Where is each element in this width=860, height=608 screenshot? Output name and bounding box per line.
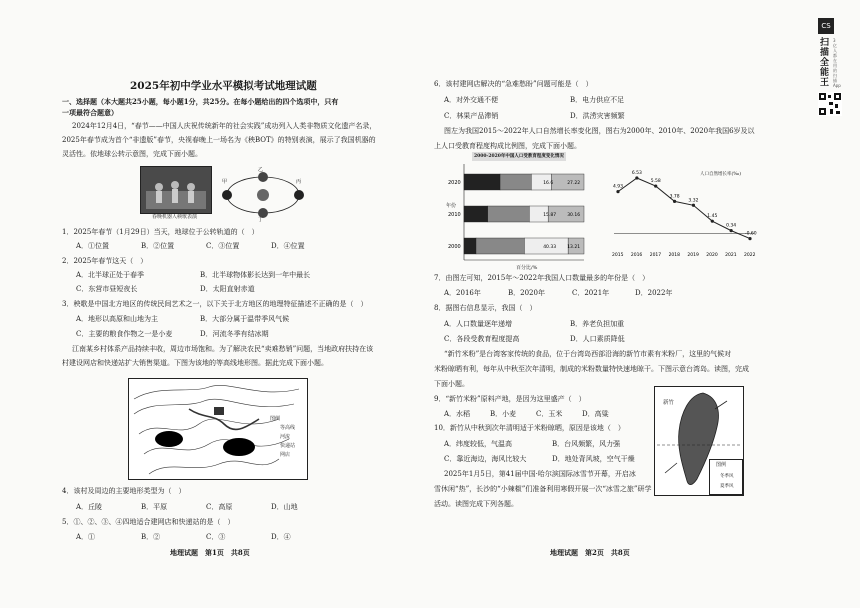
x-tick-label: 2018 [668,253,681,258]
intro-text: 2025年春节成为首个“非遗版”春节，央视春晚上一场名为《秧BOT》的特别表演，展示了我国机器的 [62,136,376,144]
option: D．太阳直射赤道 [200,285,255,293]
question-8: 8．据图右信息显示，我国（ ） [434,304,537,312]
bar-segment [464,206,488,222]
data-label: 15.87 [543,213,557,218]
option: D．2022年 [635,289,673,297]
data-label: 3.78 [669,194,680,200]
intro-text: 活动。读图完成下列各题。 [434,500,518,508]
option: C．玉米 [536,410,563,418]
x-tick-label: 2016 [630,253,643,258]
option: A．①位置 [76,242,110,250]
data-label: 1.45 [707,214,718,220]
option: A．2016年 [444,289,481,297]
data-label: 6.53 [631,170,642,176]
question-9: 9．“新竹米粉”原料产地，是因为这里盛产（ ） [434,395,586,403]
bar-segment [464,238,476,254]
legend-item: 河流 [280,434,291,440]
x-tick-label: 2022 [744,253,756,258]
year-tick-label: 2000 [448,244,461,250]
data-label: 40.33 [543,245,557,250]
option: C．主要的粮食作物之一是小麦 [76,330,173,338]
exam-page-2 [430,0,860,608]
section-heading: 一、选择题（本大题共25小题，每小题1分，共25分。在每小题给出的四个选项中，只有 [62,97,339,106]
legend-item: 等高线 [280,425,296,431]
option: A．人口数量逐年递增 [444,320,513,328]
data-label: 3.32 [688,198,699,204]
data-point [692,204,695,207]
option: B．小麦 [490,410,517,418]
qr-code [818,92,842,116]
option: A．对外交通不便 [444,96,499,104]
year-tick-label: 2010 [448,212,461,218]
taiwan-map [654,386,744,496]
option: B．2020年 [508,289,545,297]
intro-text: 图左为我国2015～2022年人口自然增长率变化图，图右为2000年、2010年、2020年我国6岁及以 [444,127,755,135]
legend-item: 夏季风 [720,484,734,489]
chart-title: 2000-2020年中国人口受教育程度变化情况 [474,154,564,159]
question-7: 7．由图左可知，2015年～2022年我国人口数量最多的年份是（ ） [434,274,650,282]
option: A．① [76,533,96,541]
option: A．丘陵 [76,503,103,511]
option: B．② [141,533,161,541]
robot-photo [140,166,212,214]
bar-chart-svg [446,160,596,272]
data-point [730,229,733,232]
intro-text: 江南某乡村体系产品持续丰收，周边市场饱和。为了解决农民“卖难愁销”问题，当地政府扶持在该 [72,345,374,353]
intro-text: 2024年12月4日，“春节——中国人庆祝传统新年的社会实践”成功列入人类非物质文化遗产名录， [72,122,377,130]
app-tagline: 3亿人都在用的扫描App [833,38,841,88]
option: C．靠近海边，海风比较大 [444,455,527,463]
bar-segment [488,206,530,222]
exam-title: 2025年初中学业水平模拟考试地理试题 [130,80,317,92]
data-point [654,184,657,187]
option: B．养老负担加重 [570,320,625,328]
page-footer: 地理试题 第2页 共8页 [550,548,630,557]
option: C．③ [206,533,226,541]
option: D．④ [271,533,291,541]
option: B．大部分属于温带季风气候 [200,315,290,323]
x-tick-label: 2017 [649,253,662,258]
intro-text: 灵活性。依地球公转示意图，完成下面小题。 [62,150,202,158]
intro-text: 雪休闲“热”，长沙的“小辣椒”们准备利用寒假开展一次“冰雪之旅”研学 [434,485,652,493]
data-label: 13.21 [567,245,581,250]
option: B．平原 [141,503,168,511]
data-label: 30.16 [567,213,581,218]
data-label: -0.60 [745,231,757,237]
option: A．水稻 [444,410,471,418]
data-label: 16.6 [543,181,554,186]
intro-text: 上人口受教育程度构成比例图，完成下面小题。 [434,142,581,150]
bar-segment [476,238,524,254]
data-point [616,190,619,193]
intro-text: 2025年1月5日，第41届中国·哈尔滨国际冰雪节开幕，开启冰 [444,470,636,478]
app-name: 扫描全能王 [820,38,830,88]
line-chart-svg [600,160,780,260]
x-tick-label: 2020 [706,253,718,258]
option: B．电力供应不足 [570,96,625,104]
legend-item: 快递站 [280,443,296,449]
app-logo: CS [818,18,834,34]
photo-caption: 春晚机器人秧歌表演 [152,214,198,220]
option: A．北半球正处于春季 [76,271,145,279]
education-chart [446,152,596,272]
chart-xlabel: 百分比/% [516,265,538,271]
option: C．高原 [206,503,233,511]
robot-photo-illustration [141,167,211,213]
intro-text: “新竹米粉”是台湾客家传统的食品，位于台湾岛西部沿海的新竹市素有米粉厂，这里的气候对 [444,350,732,358]
x-tick-label: 2015 [612,253,624,258]
option: C．2021年 [572,289,610,297]
option: B．北半球物体影长达到一年中最长 [200,271,311,279]
x-tick-label: 2021 [725,253,737,258]
legend-title: 图例 [270,416,281,422]
option: C．东营市昼短夜长 [76,285,138,293]
map-legend [270,415,304,467]
data-label: 0.34 [726,223,737,229]
option: D．高粱 [582,410,609,418]
option: C．③位置 [206,242,240,250]
orbit-label: 丁 [258,217,264,223]
question-4: 4．该村及周边的主要地形类型为（ ） [62,487,186,495]
x-tick-label: 2019 [687,253,699,258]
data-label: 4.93 [613,184,624,190]
bar-segment [500,174,531,190]
growth-rate-chart [600,160,780,270]
orbit-label: 丙 [296,179,302,185]
bar-segment [464,174,500,190]
question-1: 1．2025年春节（1月29日）当天，地球位于公转轨道的（ ） [62,228,259,236]
intro-text: 下面小题。 [434,380,469,388]
data-point [635,176,638,179]
data-point [748,237,751,240]
page-footer: 地理试题 第1页 共8页 [170,548,250,557]
option: C．各段受教育程度提高 [444,335,520,343]
option: D．河流冬季有结冰期 [200,330,269,338]
question-2: 2．2025年春节这天（ ） [62,257,148,265]
section-heading-cont: 一项最符合题意） [62,108,118,117]
option: D．洪涝灾害频繁 [570,112,625,120]
option: D．山地 [271,503,298,511]
legend-title: 图例 [716,462,727,468]
intro-text: 村建设网店和快递站扩大销售渠道。下图为该地的等高线地形图。据此完成下面小题。 [62,359,328,367]
question-6: 6．该村建网店解决的“急难愁盼”问题可能是（ ） [434,80,593,88]
option: B．台风频繁，风力强 [552,440,621,448]
option: A．纬度较低，气温高 [444,440,513,448]
line-chart-title: 人口自然增长率(‰) [700,172,742,177]
legend-item: 网店 [280,452,291,458]
hsinchu-label: 新竹 [663,400,675,406]
option: C．林果产品滞销 [444,112,499,120]
option: D．地处背风坡，空气干燥 [552,455,635,463]
legend-item: 冬季风 [720,474,734,479]
option: D．④位置 [271,242,305,250]
orbit-label: 乙 [258,167,264,173]
option: A．地形以高原和山地为主 [76,315,159,323]
data-label: 27.22 [567,181,581,186]
orbit-label: 甲 [222,179,228,185]
question-5: 5．①、②、③、④四地适合建网店和快递站的是（ ） [62,518,235,526]
data-label: 5.58 [650,179,661,185]
data-point [711,220,714,223]
question-3: 3．秧歌是中国北方地区的传统民间艺术之一，以下关于北方地区的地理特征描述不正确的是（ ） [62,300,368,308]
data-point [673,200,676,203]
taiwan-legend [709,459,743,495]
option: D．人口素质降低 [570,335,625,343]
year-tick-label: 2020 [448,180,461,186]
intro-text: 米粉晾晒有利，每年从中秋至次年清明，制成的米粉数量特快速地晾干。下图示意台湾岛。读图，完成 [434,365,749,373]
option: B．②位置 [141,242,175,250]
question-10: 10．新竹从中秋到次年清明适于米粉晾晒，原因是该地（ ） [434,424,625,432]
chart-ylabel: 年份 [446,203,457,209]
